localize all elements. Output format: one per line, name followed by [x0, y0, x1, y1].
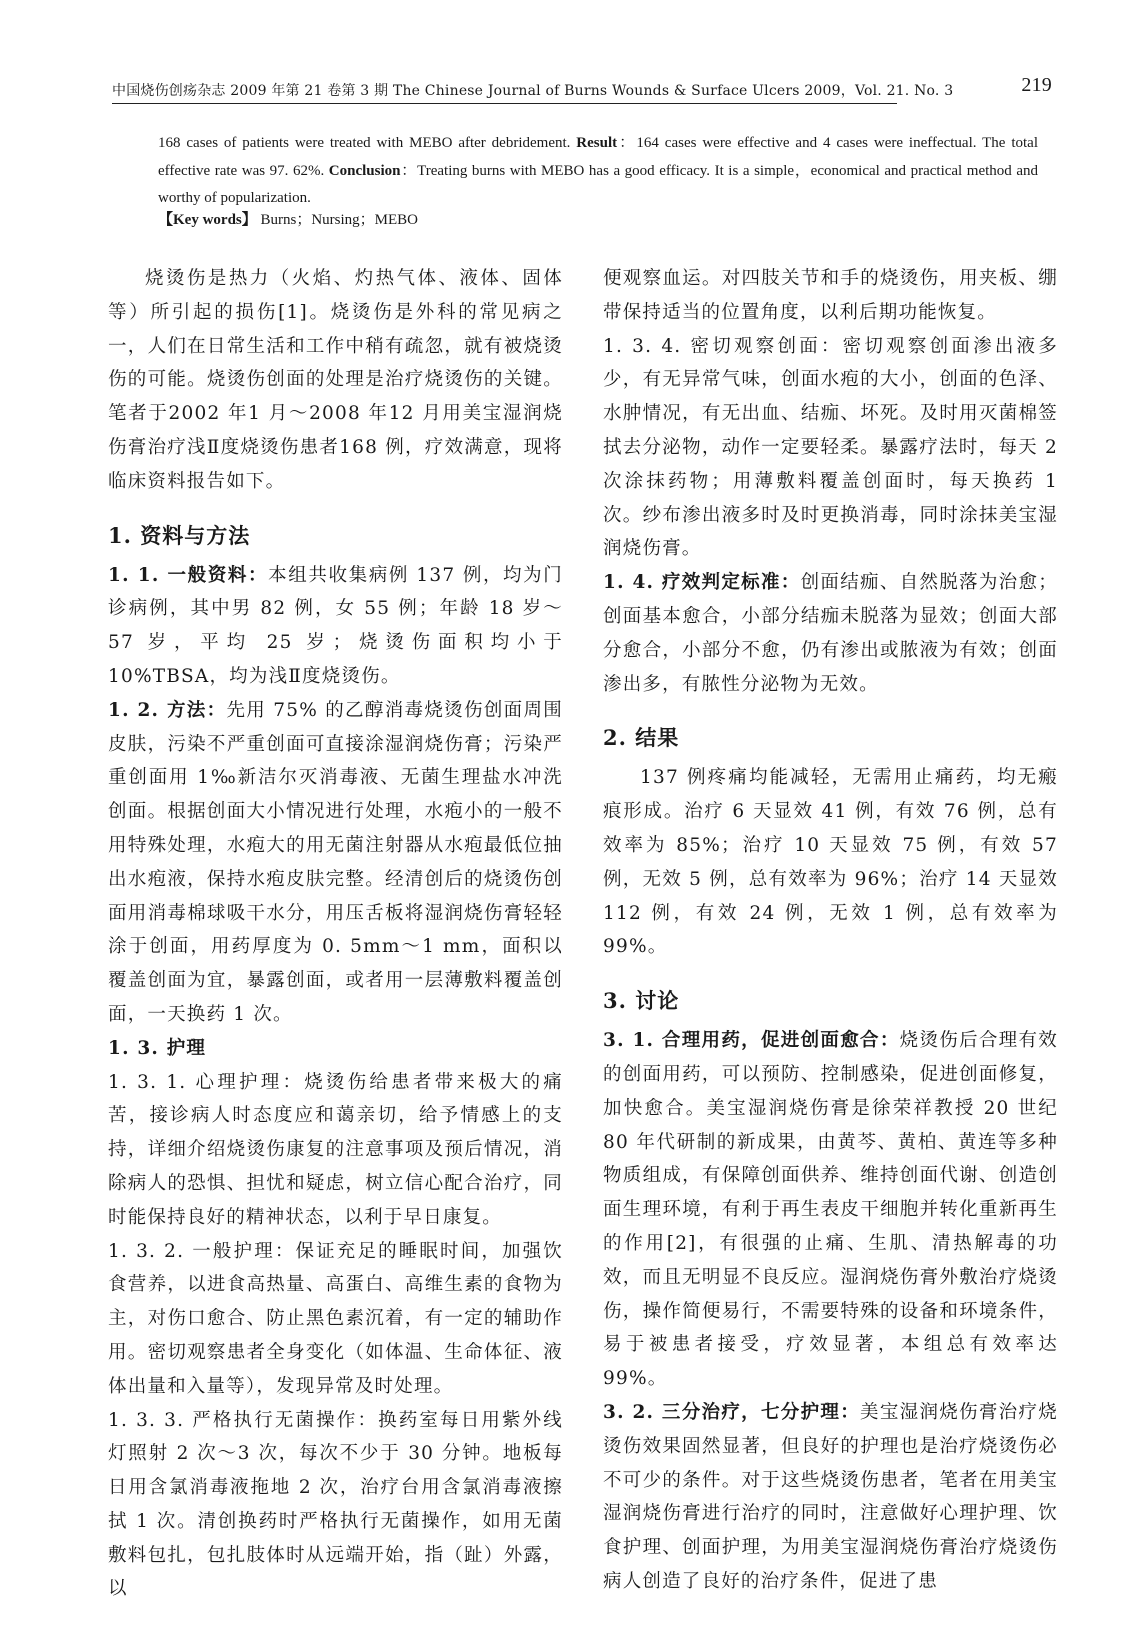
results-paragraph: 137 例疼痛均能减轻，无需用止痛药，均无瘢痕形成。治疗 6 天显效 41 例，有效 76 例，总有效率为 85%；治疗 10 天显效 75 例，有效 57 例，无效 5 例，总有效率为 96%；治疗 14 天显效 112 例，有效 24 例，无效 1 例，总有效率为 99%。 — [603, 767, 1058, 958]
page-number: 219 — [1021, 74, 1052, 96]
section-1-3-1: 1. 3. 1. 心理护理：烧烫伤给患者带来极大的痛苦，接诊病人时态度应和蔼亲切，给予情感上的支持，详细介绍烧烫伤康复的注意事项及预后情况，消除病人的恐惧、担忧和疑虑，树立信心配合治疗，同时能保持良好的精神状态，以利于早日康复。 — [108, 1071, 563, 1228]
section-3-1-label: 3. 1. 合理用药，促进创面愈合： — [603, 1030, 900, 1052]
left-column — [108, 262, 563, 1606]
section-3-heading: 3. 讨论 — [603, 988, 680, 1014]
section-1-2-text: 先用 75% 的乙醇消毒烧烫伤创面周围皮肤，污染不严重创面可直接涂湿润烧伤膏；污染严重创面用 1‰新洁尔灭消毒液、无菌生理盐水冲洗创面。根据创面大小情况进行处理，水疱小的一般不用特殊处理，水疱大的用无菌注射器从水疱最低位抽出水疱液，保持水疱皮肤完整。经清创后的烧烫伤创面用消毒棉球吸干水分，用压舌板将湿润烧伤膏轻轻涂于创面，用药厚度为 0. 5mm～1 mm，面积以覆盖创面为宜，暴露创面，或者用一层薄敷料覆盖创面，一天换药 1 次。 — [108, 699, 563, 1025]
abstract-text — [158, 130, 1038, 213]
section-1-heading: 1. 资料与方法 — [108, 522, 251, 548]
conclusion-label: Conclusion — [328, 162, 401, 179]
abstract-part-1: 168 cases of patients were treated with MEBO after debridement. — [158, 135, 577, 151]
section-1-1-label: 1. 1. 一般资料： — [108, 564, 269, 586]
abstract-part-3: ：Treating burns with MEBO has a good efficacy. It is a simple，economical and practical method and worthy of popularization. — [158, 162, 1038, 206]
section-1-2 — [108, 694, 563, 1032]
section-1-1 — [108, 559, 563, 694]
abstract-part-2: ：164 cases were effective and 4 cases were ineffectual. The total effective rate was 97. 62%. — [158, 135, 1038, 179]
section-3-2-text: 美宝湿润烧伤膏治疗烧烫伤效果固然显著，但良好的护理也是治疗烧烫伤必不可少的条件。对于这些烧烫伤患者，笔者在用美宝湿润烧伤膏进行治疗的同时，注意做好心理护理、饮食护理、创面护理，为用美宝湿润烧伤膏治疗烧烫伤病人创造了良好的治疗条件，促进了患 — [603, 1401, 1058, 1592]
section-1-2-label: 1. 2. 方法： — [108, 699, 227, 721]
intro-paragraph: 烧烫伤是热力（火焰、灼热气体、液体、固体等）所引起的损伤[1]。烧烫伤是外科的常见病之一，人们在日常生活和工作中稍有疏忽，就有被烧烫伤的可能。烧烫伤创面的处理是治疗烧烫伤的关键。笔者于2002 年1 月～2008 年12 月用美宝湿润烧伤膏治疗浅Ⅱ度烧烫伤患者168 例，疗效满意，现将临床资料报告如下。 — [108, 268, 563, 492]
result-label: Result — [576, 135, 618, 151]
keywords-text: Burns；Nursing；MEBO — [260, 212, 419, 228]
header-rule — [112, 103, 897, 104]
section-1-3-3: 1. 3. 3. 严格执行无菌操作：换药室每日用紫外线灯照射 2 次～3 次，每次不少于 30 分钟。地板每日用含氯消毒液拖地 2 次，治疗台用含氯消毒液擦拭 1 次。清创换药时严格执行无菌操作，如用无菌敷料包扎，包扎肢体时从远端开始，指（趾）外露，以 — [108, 1409, 563, 1600]
section-1-4 — [603, 566, 1058, 701]
section-1-3-4: 1. 3. 4. 密切观察创面：密切观察创面渗出液多少，有无异常气味，创面水疱的大小，创面的色泽、水肿情况，有无出血、结痂、坏死。及时用灭菌棉签拭去分泌物，动作一定要轻柔。暴露疗法时，每天 2 次涂抹药物；用薄敷料覆盖创面时，每天换药 1 次。纱布渗出液多时及时更换消毒，同时涂抹美宝湿润烧伤膏。 — [603, 335, 1058, 560]
section-3-2-label: 3. 2. 三分治疗，七分护理： — [603, 1401, 861, 1423]
right-column — [603, 262, 1058, 1599]
running-head-text: 中国烧伤创疡杂志 2009 年第 21 卷第 3 期 The Chinese Journal of Burns Wounds & Surface Ulcers 2009，Vol. 21. No. 3 — [112, 83, 954, 99]
keywords-label: 【Key words】 — [158, 212, 257, 228]
section-1-4-text: 创面结痂、自然脱落为治愈；创面基本愈合，小部分结痂未脱落为显效；创面大部分愈合，小部分不愈，仍有渗出或脓液为有效；创面渗出多，有脓性分泌物为无效。 — [603, 572, 1058, 695]
section-2-heading: 2. 结果 — [603, 725, 680, 751]
section-1-3-heading: 1. 3. 护理 — [108, 1037, 207, 1059]
section-1-3-2: 1. 3. 2. 一般护理：保证充足的睡眠时间，加强饮食营养，以进食高热量、高蛋白、高维生素的食物为主，对伤口愈合、防止黑色素沉着，有一定的辅助作用。密切观察患者全身变化（如体温、生命体征、液体出量和入量等），发现异常及时处理。 — [108, 1240, 563, 1397]
section-3-1 — [603, 1024, 1058, 1396]
continued-paragraph: 便观察血运。对四肢关节和手的烧烫伤，用夹板、绷带保持适当的位置角度，以利后期功能恢复。 — [603, 268, 1058, 323]
section-3-1-text: 烧烫伤后合理有效的创面用药，可以预防、控制感染，促进创面修复，加快愈合。美宝湿润烧伤膏是徐荣祥教授 20 世纪 80 年代研制的新成果，由黄芩、黄柏、黄连等多种物质组成，有保障创面供养、维持创面代谢、创造创面生理环境，有利于再生表皮干细胞并转化重新再生的作用[2]，有很强的止痛、生肌、清热解毒的功效，而且无明显不良反应。湿润烧伤膏外敷治疗烧烫伤，操作简便易行，不需要特殊的设备和环境条件，易于被患者接受，疗效显著，本组总有效率达 99%。 — [603, 1030, 1059, 1390]
keywords-line — [158, 208, 418, 229]
section-1-4-label: 1. 4. 疗效判定标准： — [603, 572, 801, 594]
section-1-1-text: 本组共收集病例 137 例，均为门诊病例，其中男 82 例，女 55 例；年龄 18 岁～57 岁，平均 25 岁；烧烫伤面积均小于 10%TBSA，均为浅Ⅱ度烧烫伤。 — [108, 564, 563, 687]
section-3-2 — [603, 1396, 1058, 1599]
